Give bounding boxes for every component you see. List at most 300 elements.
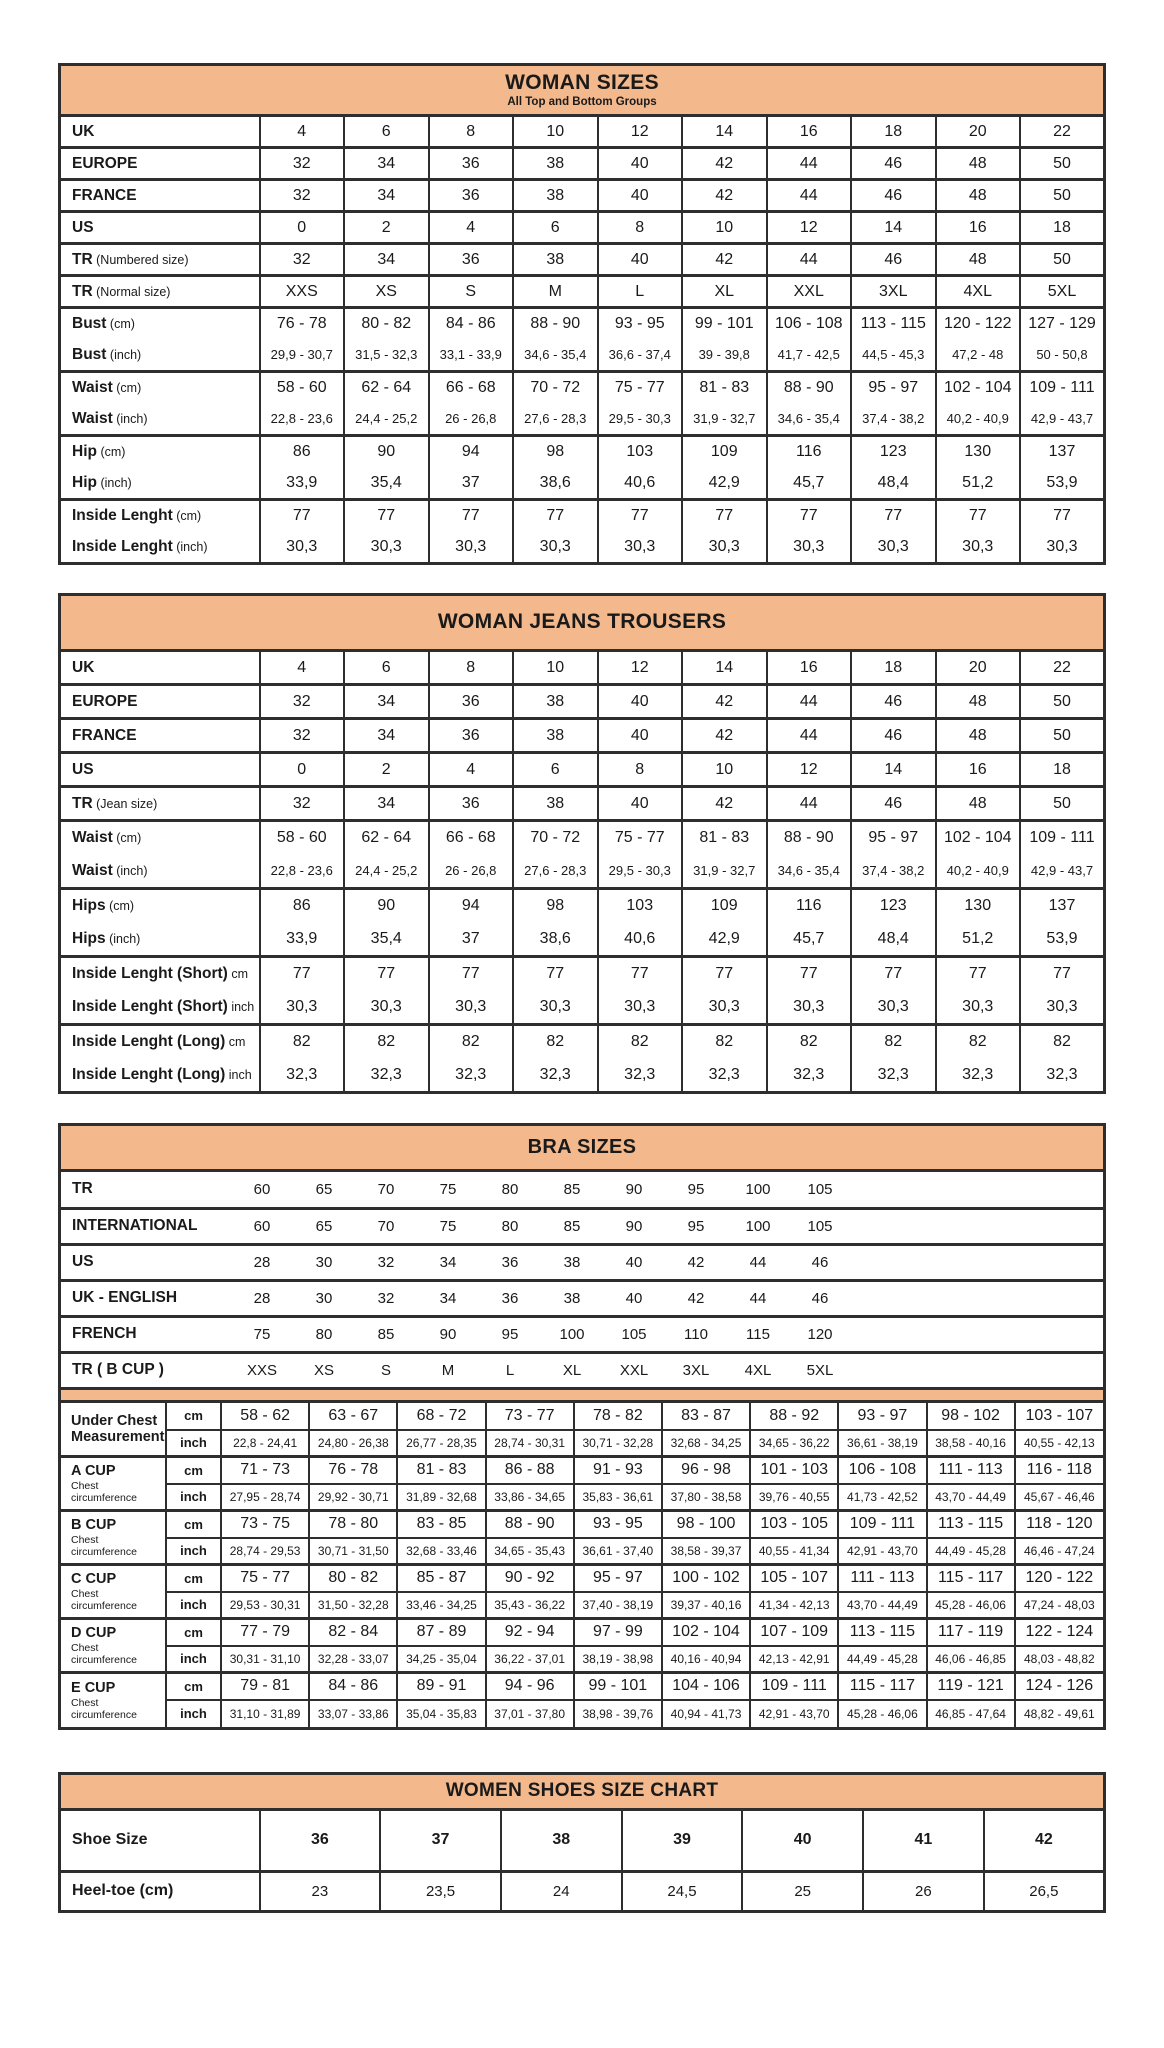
table-cell: 100	[541, 1316, 603, 1352]
row-label-text: TR	[72, 794, 93, 812]
table-cell: 16	[767, 651, 852, 685]
row-label	[60, 404, 260, 436]
table-cell: 77	[851, 957, 936, 991]
size-charts-document	[58, 0, 1106, 1913]
table-cell: 45,7	[767, 468, 852, 500]
table-cell: 40	[598, 719, 683, 753]
table-cell: 53,9	[1020, 923, 1105, 957]
table-cell: 38,98 - 39,76	[574, 1700, 662, 1727]
table-cell: 93 - 95	[598, 308, 683, 340]
table-row	[61, 1316, 1103, 1352]
table-cell: 39,76 - 40,55	[750, 1484, 838, 1511]
bra-sizes-header	[61, 1126, 1103, 1172]
table-cell: 30,3	[682, 532, 767, 564]
table-cell: 32,3	[767, 1059, 852, 1093]
table-cell: 30,3	[344, 991, 429, 1025]
table-row	[61, 1646, 1103, 1673]
table-cell: 45,7	[767, 923, 852, 957]
table-row	[60, 436, 1105, 468]
table-cell: 120	[789, 1316, 851, 1352]
row-label-text: US	[72, 760, 94, 778]
table-cell: 4XL	[936, 276, 1021, 308]
table-cell: 18	[851, 116, 936, 148]
table-cell: 51,2	[936, 923, 1021, 957]
table-cell: 32	[260, 719, 345, 753]
row-label-note: cm	[227, 967, 248, 982]
table-cell: 127 - 129	[1020, 308, 1105, 340]
table-cell: 95 - 97	[574, 1565, 662, 1592]
table-cell: 83 - 85	[397, 1511, 485, 1538]
table-cell: 84 - 86	[309, 1673, 397, 1700]
table-cell: 42	[665, 1244, 727, 1280]
table-cell: 31,5 - 32,3	[344, 340, 429, 372]
table-cell: 40	[603, 1280, 665, 1316]
table-cell: 89 - 91	[397, 1673, 485, 1700]
table-cell: 36	[429, 685, 514, 719]
table-cell: 48,82 - 49,61	[1015, 1700, 1103, 1727]
row-label-text: Inside Lenght (Long)	[72, 1033, 226, 1051]
table-cell: 24,5	[622, 1871, 743, 1911]
table-cell: 71 - 73	[221, 1457, 309, 1484]
row-label	[60, 719, 260, 753]
table-cell: 38,58 - 40,16	[927, 1430, 1015, 1457]
table-cell: 66 - 68	[429, 372, 514, 404]
table-cell: 48	[936, 719, 1021, 753]
unit-label: cm	[166, 1457, 221, 1484]
table-cell: 12	[767, 753, 852, 787]
table-cell: 122 - 124	[1015, 1619, 1103, 1646]
table-cell: 36,61 - 37,40	[574, 1538, 662, 1565]
table-cell: 44	[767, 787, 852, 821]
table-cell: 94	[429, 889, 514, 923]
table-cell: 2	[344, 753, 429, 787]
row-label-note: (cm)	[96, 445, 126, 460]
table-cell: 90	[417, 1316, 479, 1352]
table-row	[61, 1244, 1103, 1280]
women-shoes-table	[58, 1772, 1106, 1913]
table-cell: 104 - 106	[662, 1673, 750, 1700]
table-cell: 41,7 - 42,5	[767, 340, 852, 372]
table-cell: 82	[344, 1025, 429, 1059]
table-cell: 50	[1020, 787, 1105, 821]
table-row	[60, 719, 1105, 753]
table-cell: 12	[598, 116, 683, 148]
table-cell: 34	[417, 1244, 479, 1280]
table-cell: 80	[479, 1208, 541, 1244]
table-cell: 38,6	[513, 923, 598, 957]
table-row	[61, 1619, 1103, 1646]
table-cell: 46	[851, 244, 936, 276]
table-cell: 30,3	[767, 991, 852, 1025]
row-label-text: Under Chest Measurement	[71, 1412, 165, 1445]
table-row	[60, 889, 1105, 923]
table-cell: 36,22 - 37,01	[486, 1646, 574, 1673]
table-cell: 28,74 - 29,53	[221, 1538, 309, 1565]
table-cell: 41,73 - 42,52	[838, 1484, 926, 1511]
table-cell: 123	[851, 436, 936, 468]
table-cell: 32	[260, 180, 345, 212]
table-cell: 44	[767, 685, 852, 719]
table-cell: 32,3	[598, 1059, 683, 1093]
table-cell: 32,3	[682, 1059, 767, 1093]
table-row	[60, 1025, 1105, 1059]
table-cell: 87 - 89	[397, 1619, 485, 1646]
table-cell: 35,4	[344, 923, 429, 957]
table-cell: 34,65 - 36,22	[750, 1430, 838, 1457]
table-cell: 70 - 72	[513, 372, 598, 404]
table-cell: 90	[344, 436, 429, 468]
table-cell: 45,67 - 46,46	[1015, 1484, 1103, 1511]
unit-label: inch	[166, 1538, 221, 1565]
table-cell: 30,71 - 32,28	[574, 1430, 662, 1457]
table-cell: 24,4 - 25,2	[344, 404, 429, 436]
table-cell: 68 - 72	[397, 1403, 485, 1430]
row-label	[61, 1511, 166, 1565]
table-cell: 40,94 - 41,73	[662, 1700, 750, 1727]
table-cell: 47,24 - 48,03	[1015, 1592, 1103, 1619]
row-label	[60, 500, 260, 532]
table-cell: L	[598, 276, 683, 308]
row-label	[60, 1025, 260, 1059]
table-row	[60, 116, 1105, 148]
row-label	[61, 1208, 231, 1244]
table-cell: 77	[513, 957, 598, 991]
table-cell: 123	[851, 889, 936, 923]
table-cell: 70 - 72	[513, 821, 598, 855]
table-cell: 32,3	[1020, 1059, 1105, 1093]
table-cell: 31,9 - 32,7	[682, 855, 767, 889]
table-cell: 42	[984, 1809, 1105, 1871]
table-cell: 79 - 81	[221, 1673, 309, 1700]
unit-label: inch	[166, 1592, 221, 1619]
table-cell: 48,4	[851, 468, 936, 500]
table-cell: 42,9	[682, 923, 767, 957]
table-cell: 62 - 64	[344, 821, 429, 855]
table-cell: 103 - 105	[750, 1511, 838, 1538]
row-label	[60, 1059, 260, 1093]
table-cell: 107 - 109	[750, 1619, 838, 1646]
table-cell: 50 - 50,8	[1020, 340, 1105, 372]
row-label	[60, 212, 260, 244]
table-cell: 44	[767, 180, 852, 212]
table-cell: 27,95 - 28,74	[221, 1484, 309, 1511]
table-cell: 34	[344, 148, 429, 180]
table-cell: 38	[541, 1244, 603, 1280]
table-cell: 113 - 115	[838, 1619, 926, 1646]
table-cell: 88 - 92	[750, 1403, 838, 1430]
row-label-text: Shoe Size	[72, 1831, 148, 1848]
table-cell: 10	[682, 212, 767, 244]
table-cell: 77	[682, 500, 767, 532]
row-label-text: US	[72, 1253, 94, 1270]
table-cell: 26 - 26,8	[429, 855, 514, 889]
table-cell: M	[417, 1352, 479, 1388]
table-cell: 38,19 - 38,98	[574, 1646, 662, 1673]
table-cell: 81 - 83	[682, 372, 767, 404]
table-cell: 73 - 75	[221, 1511, 309, 1538]
table-cell: 20	[936, 651, 1021, 685]
table-cell: 36	[429, 787, 514, 821]
table-cell: 58 - 60	[260, 821, 345, 855]
table-cell: 34,6 - 35,4	[513, 340, 598, 372]
table-cell: 48	[936, 787, 1021, 821]
table-row	[60, 787, 1105, 821]
table-cell: 38	[541, 1280, 603, 1316]
row-label-text: A CUP	[71, 1463, 116, 1479]
table-cell: 116	[767, 889, 852, 923]
row-label-subtext: Chest circumference	[71, 1588, 137, 1612]
table-cell: 46,46 - 47,24	[1015, 1538, 1103, 1565]
table-cell: 95 - 97	[851, 372, 936, 404]
table-cell: 105 - 107	[750, 1565, 838, 1592]
table-cell: 77	[1020, 957, 1105, 991]
row-label-note: (Normal size)	[92, 284, 171, 299]
table-cell: 30,3	[598, 532, 683, 564]
table-row	[60, 372, 1105, 404]
unit-label: inch	[166, 1430, 221, 1457]
row-label	[60, 116, 260, 148]
row-label	[60, 787, 260, 821]
table-row	[60, 308, 1105, 340]
table-cell: 4	[260, 116, 345, 148]
table-cell: 48,03 - 48,82	[1015, 1646, 1103, 1673]
woman-jeans-table	[58, 593, 1106, 1094]
table-cell: 109 - 111	[1020, 821, 1105, 855]
table-cell: 99 - 101	[682, 308, 767, 340]
table-cell: 22	[1020, 651, 1105, 685]
table-cell: 6	[344, 116, 429, 148]
table-cell: 32	[355, 1244, 417, 1280]
table-cell: 105	[603, 1316, 665, 1352]
table-cell: 27,6 - 28,3	[513, 404, 598, 436]
table-cell: 0	[260, 212, 345, 244]
table-cell: 90	[344, 889, 429, 923]
table-cell: 30,3	[429, 532, 514, 564]
table-cell: 88 - 90	[767, 372, 852, 404]
table-cell: 37,40 - 38,19	[574, 1592, 662, 1619]
row-label-text: Bust	[72, 315, 107, 333]
table-cell: 44	[767, 148, 852, 180]
table-cell: 80	[479, 1172, 541, 1208]
table-cell: 76 - 78	[260, 308, 345, 340]
table-cell: 46	[789, 1244, 851, 1280]
table-cell: 47,2 - 48	[936, 340, 1021, 372]
unit-label: inch	[166, 1484, 221, 1511]
table-cell: 86	[260, 889, 345, 923]
table-cell: 106 - 108	[767, 308, 852, 340]
table-cell: S	[429, 276, 514, 308]
table-row	[61, 1484, 1103, 1511]
row-label-note: (cm)	[112, 381, 142, 396]
table-cell: 109 - 111	[1020, 372, 1105, 404]
table-row	[60, 923, 1105, 957]
table-cell: 38	[501, 1809, 622, 1871]
table-cell: 102 - 104	[662, 1619, 750, 1646]
table-title: BRA SIZES	[527, 1136, 637, 1158]
table-cell: 120 - 122	[936, 308, 1021, 340]
table-cell: 33,46 - 34,25	[397, 1592, 485, 1619]
table-cell: 16	[936, 753, 1021, 787]
table-cell: 88 - 90	[486, 1511, 574, 1538]
table-cell: 37,4 - 38,2	[851, 855, 936, 889]
table-cell: 93 - 95	[574, 1511, 662, 1538]
table-cell: 77 - 79	[221, 1619, 309, 1646]
table-cell: 32,68 - 33,46	[397, 1538, 485, 1565]
table-cell: 41	[863, 1809, 984, 1871]
table-cell: 30,3	[851, 991, 936, 1025]
table-cell: 40,2 - 40,9	[936, 404, 1021, 436]
table-cell: 98	[513, 436, 598, 468]
table-cell: 30	[293, 1244, 355, 1280]
table-cell: 76 - 78	[309, 1457, 397, 1484]
table-cell: 82	[767, 1025, 852, 1059]
table-cell: 81 - 83	[682, 821, 767, 855]
table-cell: 40,6	[598, 468, 683, 500]
table-cell: 42,9 - 43,7	[1020, 855, 1105, 889]
table-cell: 30,3	[1020, 532, 1105, 564]
table-cell: 53,9	[1020, 468, 1105, 500]
table-cell: 12	[598, 651, 683, 685]
table-cell: 46	[789, 1280, 851, 1316]
table-cell: 40,55 - 42,13	[1015, 1430, 1103, 1457]
table-cell: 30,3	[936, 532, 1021, 564]
table-cell: 32	[260, 148, 345, 180]
row-label	[60, 923, 260, 957]
row-label	[60, 244, 260, 276]
table-cell: 38	[513, 180, 598, 212]
table-cell: 31,9 - 32,7	[682, 404, 767, 436]
table-cell: 22,8 - 24,41	[221, 1430, 309, 1457]
table-cell: 103	[598, 889, 683, 923]
table-cell: XL	[682, 276, 767, 308]
table-cell: 42	[682, 719, 767, 753]
table-cell: L	[479, 1352, 541, 1388]
table-cell: 40	[598, 180, 683, 212]
table-cell: 3XL	[665, 1352, 727, 1388]
table-cell: 24,80 - 26,38	[309, 1430, 397, 1457]
table-cell: XXS	[260, 276, 345, 308]
table-cell: XS	[344, 276, 429, 308]
row-label-note: (inch)	[112, 411, 148, 426]
table-cell: 113 - 115	[927, 1511, 1015, 1538]
table-cell: 6	[344, 651, 429, 685]
unit-label: inch	[166, 1646, 221, 1673]
bra-sizes-top-section	[61, 1172, 1103, 1390]
table-cell: 24,4 - 25,2	[344, 855, 429, 889]
table-cell: 36	[479, 1244, 541, 1280]
table-cell: 94 - 96	[486, 1673, 574, 1700]
table-cell: 78 - 80	[309, 1511, 397, 1538]
table-cell: 30,3	[767, 532, 852, 564]
table-cell: 40	[598, 685, 683, 719]
row-label-text: EUROPE	[72, 154, 138, 172]
table-cell: 30,3	[260, 532, 345, 564]
table-cell: 37	[429, 923, 514, 957]
table-cell: 48,4	[851, 923, 936, 957]
table-cell: 36	[429, 719, 514, 753]
table-cell: 40,16 - 40,94	[662, 1646, 750, 1673]
table-cell: 75	[231, 1316, 293, 1352]
table-cell: 6	[513, 212, 598, 244]
table-cell: 116 - 118	[1015, 1457, 1103, 1484]
table-cell: 99 - 101	[574, 1673, 662, 1700]
table-cell: 51,2	[936, 468, 1021, 500]
table-cell: 32,3	[260, 1059, 345, 1093]
row-label-note: (inch)	[105, 931, 141, 946]
table-cell: 102 - 104	[936, 372, 1021, 404]
table-cell: XL	[541, 1352, 603, 1388]
table-cell: 36,6 - 37,4	[598, 340, 683, 372]
table-cell: 110	[665, 1316, 727, 1352]
table-cell: 29,9 - 30,7	[260, 340, 345, 372]
row-label	[61, 1316, 231, 1352]
table-row	[60, 991, 1105, 1025]
table-cell: 48	[936, 148, 1021, 180]
row-label	[60, 889, 260, 923]
table-subtitle: All Top and Bottom Groups	[507, 96, 657, 108]
table-cell: XS	[293, 1352, 355, 1388]
table-row	[60, 753, 1105, 787]
row-label	[60, 1871, 260, 1911]
table-cell: 37	[380, 1809, 501, 1871]
row-label-text: Bust	[72, 345, 107, 363]
table-cell: 10	[513, 116, 598, 148]
table-cell: 93 - 97	[838, 1403, 926, 1430]
row-label	[61, 1280, 231, 1316]
table-cell: 10	[682, 753, 767, 787]
table-cell: 38	[513, 244, 598, 276]
row-label-text: Hips	[72, 929, 106, 947]
table-cell: 42,9 - 43,7	[1020, 404, 1105, 436]
table-cell: 34,25 - 35,04	[397, 1646, 485, 1673]
filler-cell	[851, 1244, 1103, 1280]
table-cell: 5XL	[1020, 276, 1105, 308]
table-cell: 25	[742, 1871, 863, 1911]
table-cell: 36	[479, 1280, 541, 1316]
table-cell: XXL	[767, 276, 852, 308]
table-cell: 35,04 - 35,83	[397, 1700, 485, 1727]
table-cell: 44	[767, 719, 852, 753]
row-label-text: TR	[72, 1180, 93, 1198]
table-cell: 103 - 107	[1015, 1403, 1103, 1430]
table-cell: 39,37 - 40,16	[662, 1592, 750, 1619]
table-cell: S	[355, 1352, 417, 1388]
table-cell: 95	[479, 1316, 541, 1352]
table-cell: 32	[355, 1280, 417, 1316]
table-cell: 23	[260, 1871, 381, 1911]
table-cell: 8	[598, 753, 683, 787]
table-cell: 65	[293, 1172, 355, 1208]
table-cell: 38,58 - 39,37	[662, 1538, 750, 1565]
row-label	[60, 340, 260, 372]
table-row	[61, 1457, 1103, 1484]
table-row	[60, 404, 1105, 436]
table-cell: 18	[1020, 753, 1105, 787]
table-cell: 105	[789, 1172, 851, 1208]
table-cell: 33,9	[260, 468, 345, 500]
table-cell: 2	[344, 212, 429, 244]
table-cell: 50	[1020, 244, 1105, 276]
table-cell: 98	[513, 889, 598, 923]
table-cell: 88 - 90	[513, 308, 598, 340]
table-cell: 46,06 - 46,85	[927, 1646, 1015, 1673]
row-label	[60, 991, 260, 1025]
table-cell: 42	[682, 685, 767, 719]
table-cell: 44,49 - 45,28	[838, 1646, 926, 1673]
row-label-subtext: Chest circumference	[71, 1642, 137, 1666]
unit-label: cm	[166, 1511, 221, 1538]
row-label	[61, 1403, 166, 1457]
